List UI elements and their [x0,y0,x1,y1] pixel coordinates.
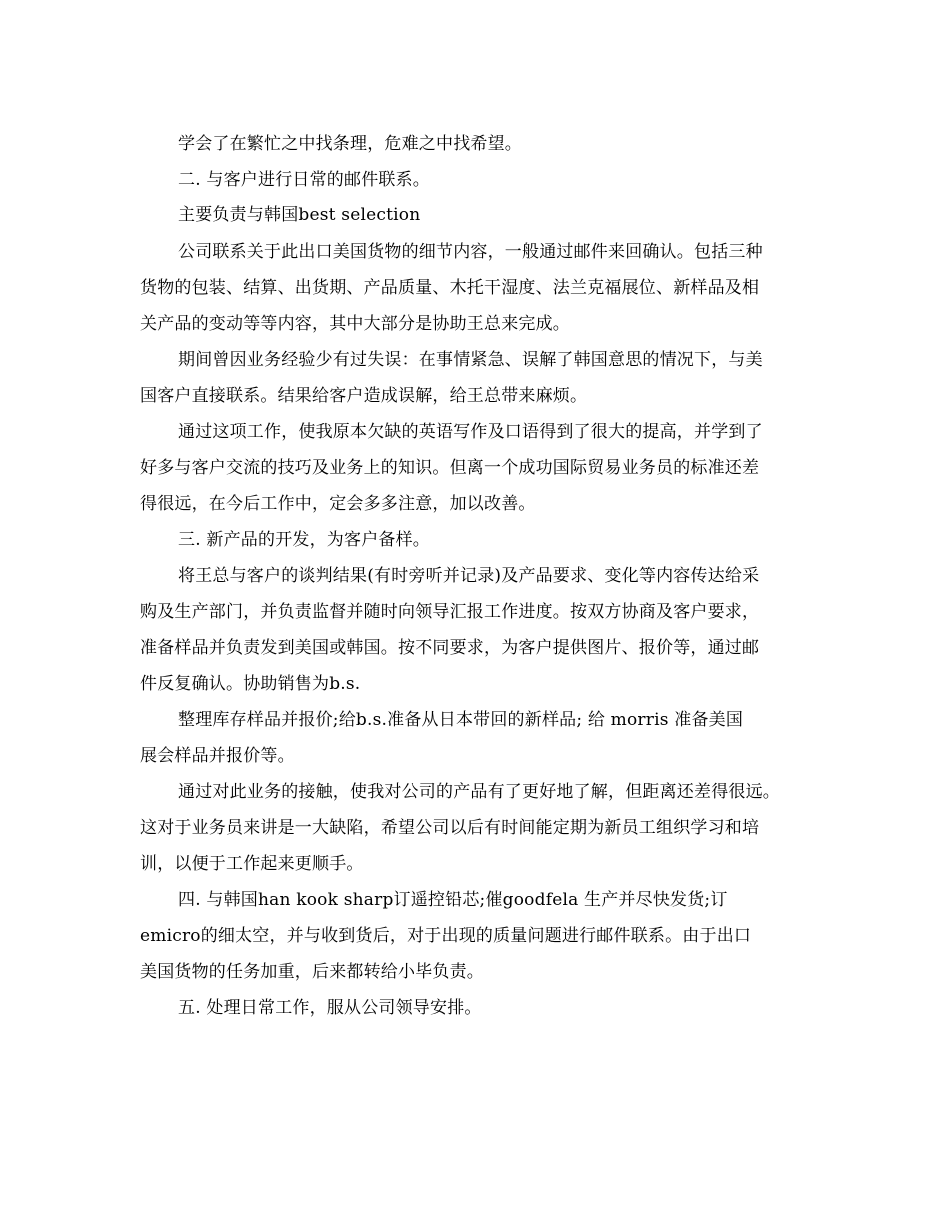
paragraph-line: 期间曾因业务经验少有过失误：在事情紧急、误解了韩国意思的情况下，与美 [178,350,763,370]
paragraph-line: 公司联系关于此出口美国货物的细节内容，一般通过邮件来回确认。包括三种 [178,242,763,262]
paragraph-line: 关产品的变动等等内容，其中大部分是协助王总来完成。 [140,314,570,334]
paragraph-line: 好多与客户交流的技巧及业务上的知识。但离一个成功国际贸易业务员的标准还差 [140,458,760,478]
paragraph-line: 通过这项工作，使我原本欠缺的英语写作及口语得到了很大的提高，并学到了 [178,422,763,442]
paragraph-line: 训，以便于工作起来更顺手。 [140,854,364,874]
paragraph-line: 学会了在繁忙之中找条理，危难之中找希望。 [178,134,522,154]
section-heading-5: 五. 处理日常工作，服从公司领导安排。 [178,998,482,1018]
paragraph-line: 准备样品并负责发到美国或韩国。按不同要求，为客户提供图片、报价等，通过邮 [140,638,760,658]
paragraph-line: emicro的细太空，并与收到货后，对于出现的质量问题进行邮件联系。由于出口 [140,926,752,946]
paragraph-line: 将王总与客户的谈判结果(有时旁听并记录)及产品要求、变化等内容传达给采 [178,566,760,586]
section-heading-4: 四. 与韩国han kook sharp订遥控铅芯;催goodfela 生产并尽快发货;订 [178,890,728,910]
paragraph-line: 件反复确认。协助销售为b.s. [140,674,361,694]
paragraph-line: 整理库存样品并报价;给b.s.准备从日本带回的新样品; 给 morris 准备美国 [178,710,744,730]
paragraph-line: 得很远，在今后工作中，定会多多注意，加以改善。 [140,494,536,514]
paragraph-line: 购及生产部门，并负责监督并随时向领导汇报工作进度。按双方协商及客户要求， [140,602,760,622]
paragraph-line: 货物的包装、结算、出货期、产品质量、木托干湿度、法兰克福展位、新样品及相 [140,278,760,298]
section-heading-2: 二. 与客户进行日常的邮件联系。 [178,170,431,190]
paragraph-line: 美国货物的任务加重，后来都转给小毕负责。 [140,962,484,982]
section-heading-3: 三. 新产品的开发，为客户备样。 [178,530,431,550]
paragraph-line: 通过对此业务的接触，使我对公司的产品有了更好地了解，但距离还差得很远。 [178,782,780,802]
paragraph-line: 展会样品并报价等。 [140,746,295,766]
paragraph-line: 主要负责与韩国best selection [178,205,421,225]
paragraph-line: 这对于业务员来讲是一大缺陷，希望公司以后有时间能定期为新员工组织学习和培 [140,818,760,838]
paragraph-line: 国客户直接联系。结果给客户造成误解，给王总带来麻烦。 [140,386,588,406]
